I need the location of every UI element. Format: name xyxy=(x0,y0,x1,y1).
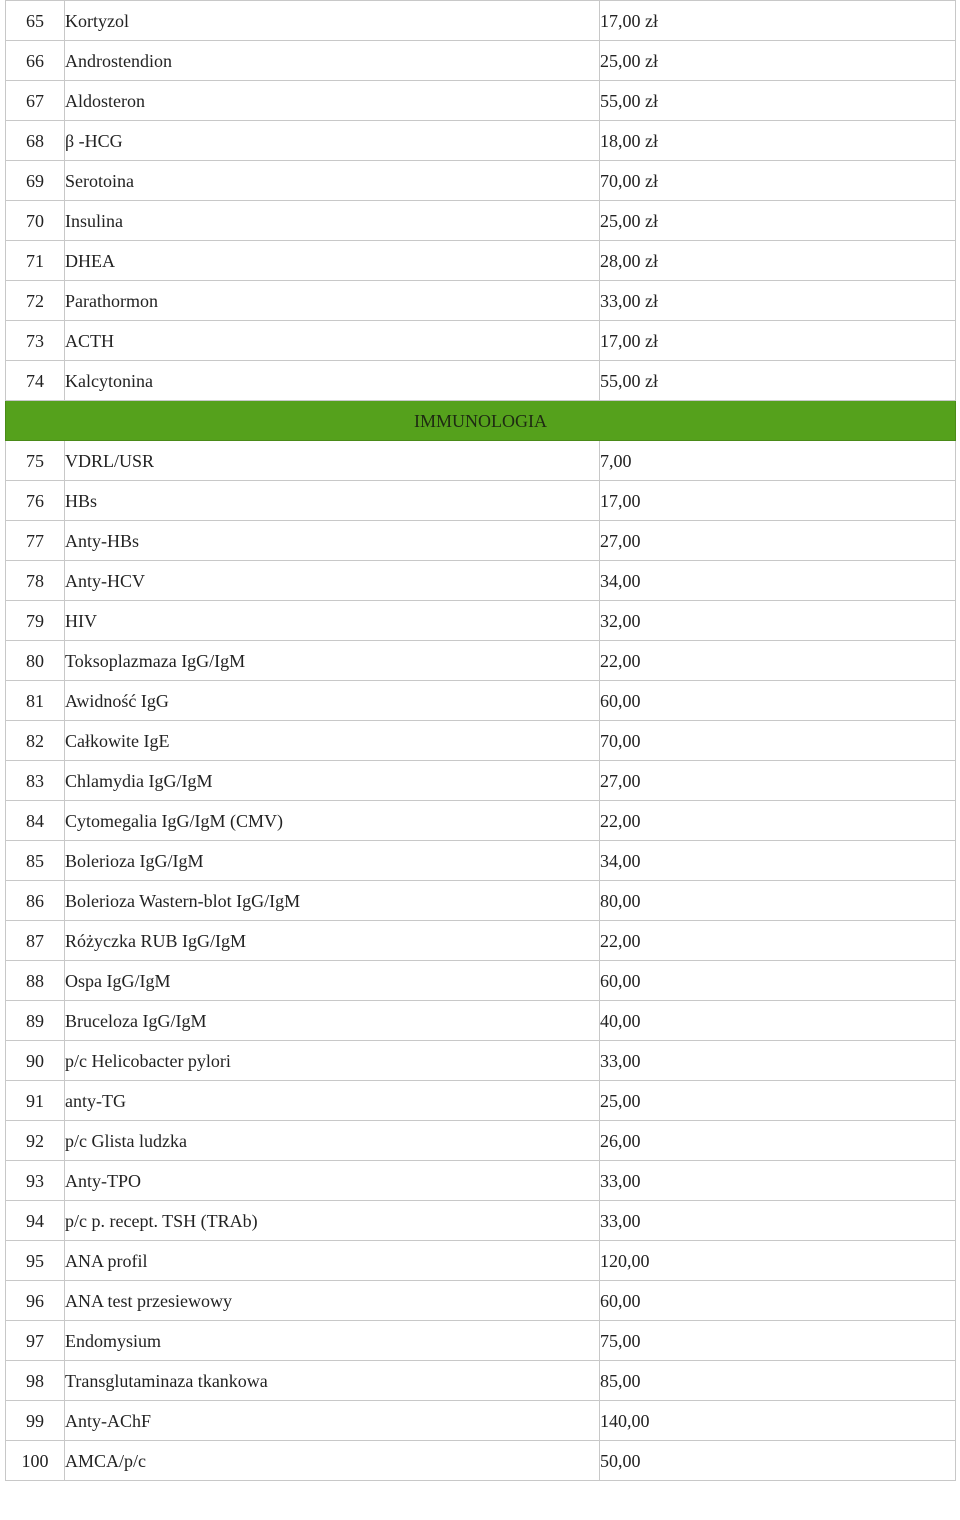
test-name: Serotoina xyxy=(65,161,600,201)
row-number: 89 xyxy=(6,1001,65,1041)
test-name: Insulina xyxy=(65,201,600,241)
row-number: 78 xyxy=(6,561,65,601)
table-row xyxy=(6,81,956,121)
price-list-table xyxy=(5,0,956,1481)
test-name: Awidność IgG xyxy=(65,681,600,721)
table-row xyxy=(6,1281,956,1321)
row-number: 82 xyxy=(6,721,65,761)
test-name: Endomysium xyxy=(65,1321,600,1361)
test-price: 22,00 xyxy=(600,921,956,961)
table-row xyxy=(6,321,956,361)
test-name: Ospa IgG/IgM xyxy=(65,961,600,1001)
test-price: 120,00 xyxy=(600,1241,956,1281)
test-name: Toksoplazmaza IgG/IgM xyxy=(65,641,600,681)
table-row xyxy=(6,361,956,401)
test-name: Anty-HBs xyxy=(65,521,600,561)
row-number: 91 xyxy=(6,1081,65,1121)
section-title: IMMUNOLOGIA xyxy=(6,401,956,441)
table-row xyxy=(6,161,956,201)
test-name: ACTH xyxy=(65,321,600,361)
test-name: Androstendion xyxy=(65,41,600,81)
table-row xyxy=(6,1321,956,1361)
table-row xyxy=(6,1201,956,1241)
test-price: 55,00 zł xyxy=(600,361,956,401)
test-price: 140,00 xyxy=(600,1401,956,1441)
test-price: 7,00 xyxy=(600,441,956,481)
table-row xyxy=(6,121,956,161)
test-price: 33,00 zł xyxy=(600,281,956,321)
row-number: 73 xyxy=(6,321,65,361)
test-name: HBs xyxy=(65,481,600,521)
test-price: 34,00 xyxy=(600,841,956,881)
row-number: 71 xyxy=(6,241,65,281)
row-number: 94 xyxy=(6,1201,65,1241)
table-row xyxy=(6,1,956,41)
table-row xyxy=(6,841,956,881)
test-price: 33,00 xyxy=(600,1041,956,1081)
test-price: 85,00 xyxy=(600,1361,956,1401)
test-name: DHEA xyxy=(65,241,600,281)
row-number: 93 xyxy=(6,1161,65,1201)
table-row xyxy=(6,721,956,761)
test-name: Różyczka RUB IgG/IgM xyxy=(65,921,600,961)
table-row xyxy=(6,561,956,601)
test-price: 60,00 xyxy=(600,1281,956,1321)
test-name: Bolerioza IgG/IgM xyxy=(65,841,600,881)
price-list-body xyxy=(6,1,956,1481)
test-name: Aldosteron xyxy=(65,81,600,121)
table-row xyxy=(6,281,956,321)
table-row xyxy=(6,761,956,801)
test-price: 18,00 zł xyxy=(600,121,956,161)
table-row xyxy=(6,1121,956,1161)
table-row xyxy=(6,1001,956,1041)
table-row xyxy=(6,1441,956,1481)
test-name: p/c Glista ludzka xyxy=(65,1121,600,1161)
test-name: Bruceloza IgG/IgM xyxy=(65,1001,600,1041)
test-name: Anty-TPO xyxy=(65,1161,600,1201)
table-row xyxy=(6,1241,956,1281)
test-price: 34,00 xyxy=(600,561,956,601)
test-name: p/c p. recept. TSH (TRAb) xyxy=(65,1201,600,1241)
test-price: 22,00 xyxy=(600,641,956,681)
table-row xyxy=(6,921,956,961)
test-name: Chlamydia IgG/IgM xyxy=(65,761,600,801)
test-price: 26,00 xyxy=(600,1121,956,1161)
test-name: ANA test przesiewowy xyxy=(65,1281,600,1321)
test-name: Parathormon xyxy=(65,281,600,321)
row-number: 87 xyxy=(6,921,65,961)
test-price: 27,00 xyxy=(600,521,956,561)
table-row xyxy=(6,1361,956,1401)
table-row xyxy=(6,521,956,561)
row-number: 96 xyxy=(6,1281,65,1321)
row-number: 83 xyxy=(6,761,65,801)
test-price: 55,00 zł xyxy=(600,81,956,121)
test-name: HIV xyxy=(65,601,600,641)
test-price: 33,00 xyxy=(600,1201,956,1241)
test-name: Kortyzol xyxy=(65,1,600,41)
test-name: p/c Helicobacter pylori xyxy=(65,1041,600,1081)
test-name: β -HCG xyxy=(65,121,600,161)
test-price: 27,00 xyxy=(600,761,956,801)
test-price: 17,00 zł xyxy=(600,321,956,361)
table-row xyxy=(6,1041,956,1081)
table-row xyxy=(6,881,956,921)
test-price: 60,00 xyxy=(600,961,956,1001)
table-row xyxy=(6,961,956,1001)
row-number: 97 xyxy=(6,1321,65,1361)
table-row xyxy=(6,601,956,641)
test-price: 17,00 xyxy=(600,481,956,521)
test-price: 75,00 xyxy=(600,1321,956,1361)
table-row xyxy=(6,801,956,841)
row-number: 90 xyxy=(6,1041,65,1081)
table-row xyxy=(6,481,956,521)
row-number: 81 xyxy=(6,681,65,721)
row-number: 77 xyxy=(6,521,65,561)
row-number: 66 xyxy=(6,41,65,81)
row-number: 75 xyxy=(6,441,65,481)
test-price: 33,00 xyxy=(600,1161,956,1201)
table-row xyxy=(6,241,956,281)
row-number: 99 xyxy=(6,1401,65,1441)
test-price: 32,00 xyxy=(600,601,956,641)
test-price: 40,00 xyxy=(600,1001,956,1041)
test-name: VDRL/USR xyxy=(65,441,600,481)
test-price: 25,00 zł xyxy=(600,201,956,241)
table-row xyxy=(6,441,956,481)
test-name: Transglutaminaza tkankowa xyxy=(65,1361,600,1401)
test-name: ANA profil xyxy=(65,1241,600,1281)
table-row xyxy=(6,201,956,241)
row-number: 92 xyxy=(6,1121,65,1161)
test-price: 25,00 xyxy=(600,1081,956,1121)
test-price: 50,00 xyxy=(600,1441,956,1481)
row-number: 76 xyxy=(6,481,65,521)
row-number: 68 xyxy=(6,121,65,161)
row-number: 86 xyxy=(6,881,65,921)
row-number: 70 xyxy=(6,201,65,241)
row-number: 80 xyxy=(6,641,65,681)
row-number: 88 xyxy=(6,961,65,1001)
test-name: Anty-HCV xyxy=(65,561,600,601)
table-row xyxy=(6,1081,956,1121)
row-number: 72 xyxy=(6,281,65,321)
test-price: 60,00 xyxy=(600,681,956,721)
test-price: 28,00 zł xyxy=(600,241,956,281)
row-number: 95 xyxy=(6,1241,65,1281)
row-number: 100 xyxy=(6,1441,65,1481)
table-row xyxy=(6,1401,956,1441)
row-number: 69 xyxy=(6,161,65,201)
row-number: 79 xyxy=(6,601,65,641)
test-name: Cytomegalia IgG/IgM (CMV) xyxy=(65,801,600,841)
table-row xyxy=(6,41,956,81)
row-number: 85 xyxy=(6,841,65,881)
test-name: AMCA/p/c xyxy=(65,1441,600,1481)
test-name: Bolerioza Wastern-blot IgG/IgM xyxy=(65,881,600,921)
test-name: Kalcytonina xyxy=(65,361,600,401)
test-name: Anty-AChF xyxy=(65,1401,600,1441)
section-header-row xyxy=(6,401,956,441)
row-number: 74 xyxy=(6,361,65,401)
test-price: 17,00 zł xyxy=(600,1,956,41)
row-number: 67 xyxy=(6,81,65,121)
test-price: 70,00 xyxy=(600,721,956,761)
row-number: 84 xyxy=(6,801,65,841)
table-row xyxy=(6,681,956,721)
row-number: 98 xyxy=(6,1361,65,1401)
test-price: 70,00 zł xyxy=(600,161,956,201)
table-row xyxy=(6,1161,956,1201)
test-price: 22,00 xyxy=(600,801,956,841)
row-number: 65 xyxy=(6,1,65,41)
table-row xyxy=(6,641,956,681)
test-name: anty-TG xyxy=(65,1081,600,1121)
test-name: Całkowite IgE xyxy=(65,721,600,761)
test-price: 25,00 zł xyxy=(600,41,956,81)
test-price: 80,00 xyxy=(600,881,956,921)
